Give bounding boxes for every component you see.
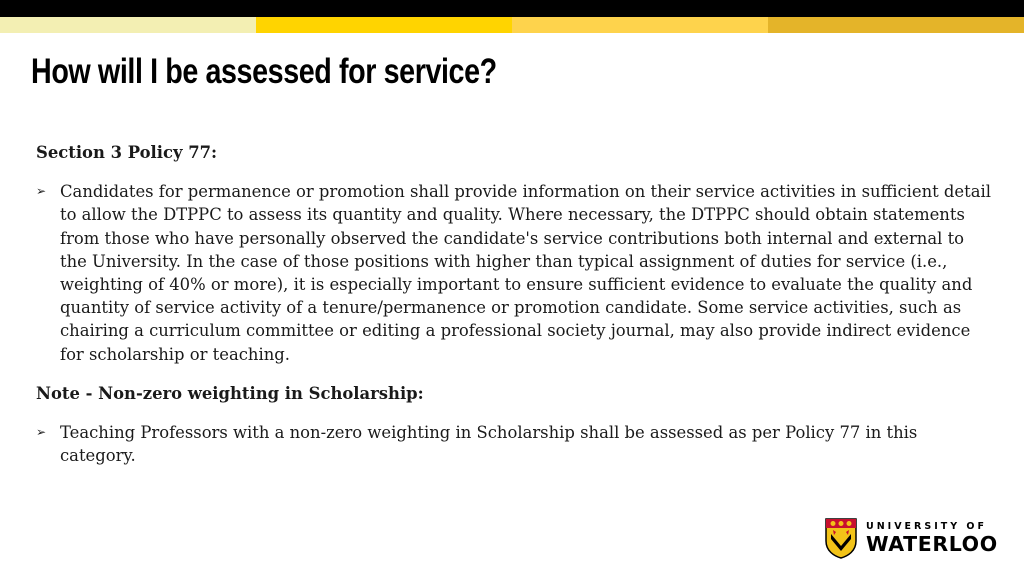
arrow-bullet-icon: ➢: [36, 425, 47, 440]
section-bullet: [36, 180, 996, 366]
top-black-bar: [0, 0, 1024, 17]
logo-wordmark: [866, 521, 998, 555]
note-bullet: [36, 421, 996, 467]
logo-line-waterloo: WATERLOO: [866, 532, 998, 556]
stripe-light-gold: [512, 17, 768, 33]
stripe-dark-gold: [768, 17, 1024, 33]
slide-title: How will I be assessed for service?: [31, 52, 497, 91]
logo-line-university: UNIVERSITY OF: [866, 521, 987, 532]
stripe-pale-yellow: [0, 17, 256, 33]
slide-content: [36, 141, 996, 467]
university-logo: [824, 516, 998, 560]
color-stripe-bar: [0, 17, 1024, 33]
section-heading: Section 3 Policy 77:: [36, 143, 218, 162]
note-bullet-text: Teaching Professors with a non-zero weighting in Scholarship shall be assessed as per Policy 77 in this category.: [60, 423, 918, 466]
university-crest-icon: [824, 517, 858, 559]
stripe-gold: [256, 17, 512, 33]
arrow-bullet-icon: ➢: [36, 184, 47, 199]
note-heading: Note - Non-zero weighting in Scholarship:: [36, 383, 424, 403]
section-bullet-text: Candidates for permanence or promotion shall provide information on their service activities in sufficient detail to allow the DTPPC to assess its quantity and quality. Where necessary, the DTPPC should obtain statements from those who have personally observed the candidate's service contributions both internal and external to the University. In the case of those positions with higher than typical assignment of duties for service (i.e., weighting of 40% or more), it is especially important to ensure sufficient evidence to evaluate the quality and quantity of service activity of a tenure/permanence or promotion candidate. Some service activities, such as chairing a curriculum committee or editing a professional society journal, may also provide indirect evidence for scholarship or teaching.: [60, 182, 991, 364]
